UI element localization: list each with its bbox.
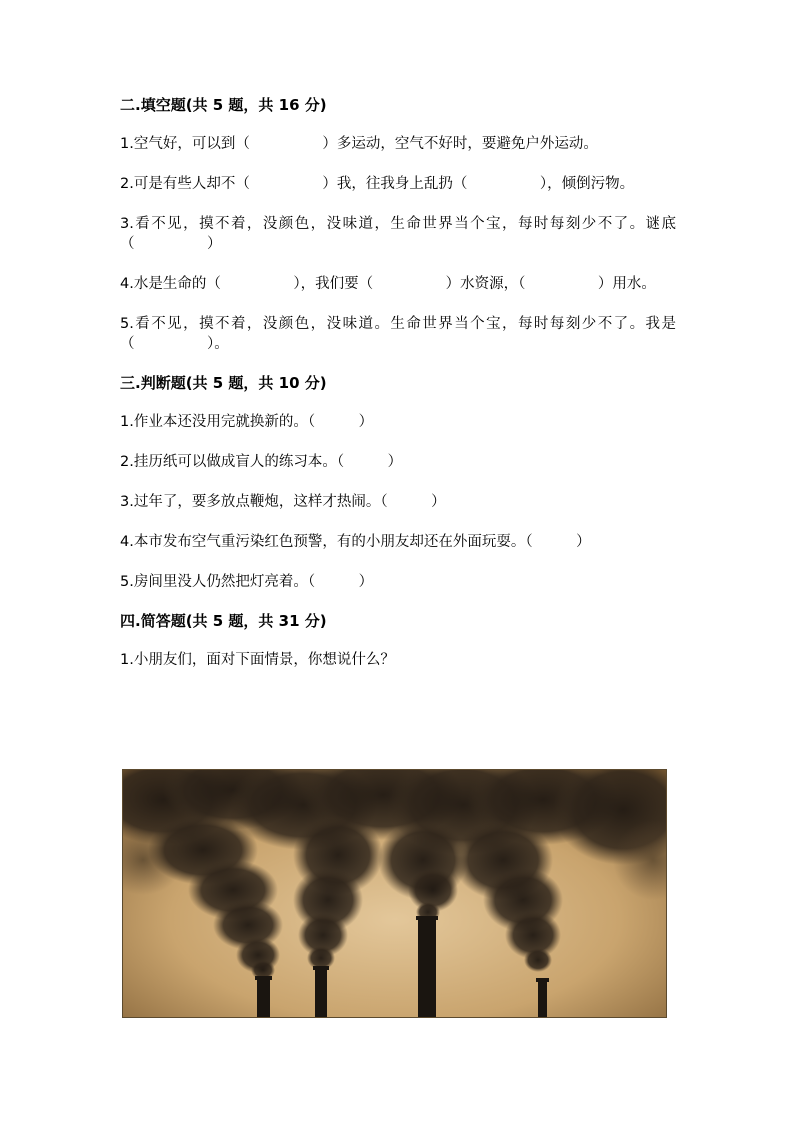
question-sa-1: 1.小朋友们，面对下面情景，你想说什么？ bbox=[120, 652, 395, 668]
chimney-2 bbox=[315, 968, 327, 1018]
question-tf-3: 3.过年了，要多放点鞭炮，这样才热闹。（ ） bbox=[120, 494, 446, 510]
question-fill-2: 2.可是有些人却不（ ）我，往我身上乱扔（ ），倾倒污物。 bbox=[120, 176, 635, 192]
smokestack-pollution-image bbox=[122, 769, 667, 1018]
question-fill-5: 5.看不见，摸不着，没颜色，没味道。生命世界当个宝，每时每刻少不了。我是（ ）。 bbox=[120, 316, 676, 352]
question-tf-4: 4.本市发布空气重污染红色预警，有的小朋友却还在外面玩耍。（ ） bbox=[120, 534, 591, 550]
section-heading-true-false: 三.判断题(共 5 题，共 10 分) bbox=[120, 374, 327, 392]
section-heading-short-answer: 四.简答题(共 5 题，共 31 分) bbox=[120, 612, 327, 630]
question-tf-1: 1.作业本还没用完就换新的。（ ） bbox=[120, 414, 374, 430]
question-fill-4: 4.水是生命的（ ），我们要（ ）水资源，（ ）用水。 bbox=[120, 276, 656, 292]
chimney-3 bbox=[418, 918, 436, 1018]
section-heading-fill-blank: 二.填空题(共 5 题，共 16 分) bbox=[120, 96, 327, 114]
question-fill-1: 1.空气好，可以到（ ）多运动，空气不好时，要避免户外运动。 bbox=[120, 136, 598, 152]
chimney-1 bbox=[257, 978, 270, 1018]
question-tf-5: 5.房间里没人仍然把灯亮着。（ ） bbox=[120, 574, 374, 590]
question-fill-3: 3.看不见，摸不着，没颜色，没味道，生命世界当个宝，每时每刻少不了。谜底（ ） bbox=[120, 216, 676, 252]
exam-page bbox=[120, 95, 676, 670]
chimney-4 bbox=[538, 980, 547, 1018]
question-tf-2: 2.挂历纸可以做成盲人的练习本。（ ） bbox=[120, 454, 403, 470]
